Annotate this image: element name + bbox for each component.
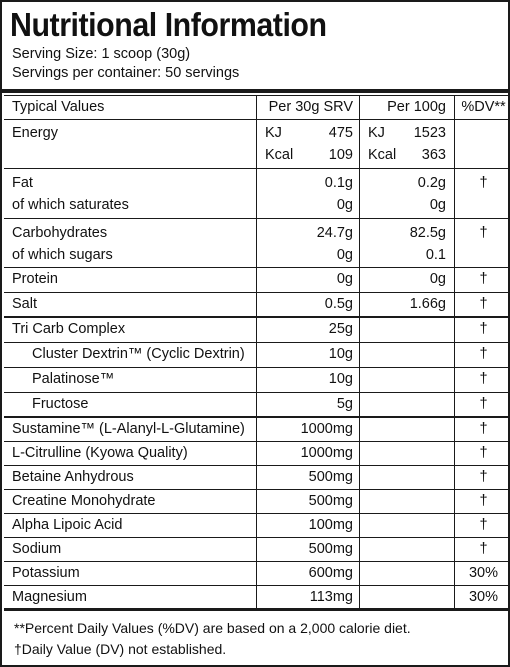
energy-kj-unit-100g: KJ [368, 125, 385, 141]
table-row-potassium [4, 562, 508, 586]
salt-dv: † [454, 293, 508, 316]
sodium-label: Sodium [12, 541, 62, 557]
protein-dv: † [454, 268, 508, 292]
betaine-serving: 500mg [256, 466, 359, 489]
servings-per-container: Servings per container: 50 servings [12, 65, 240, 81]
sugars-100g: 0.1 [425, 247, 446, 263]
energy-kcal-serving: 109 [328, 147, 353, 163]
sustamine-dv: † [454, 418, 508, 441]
protein-label: Protein [12, 271, 58, 287]
tri-carb-serving: 25g [256, 318, 359, 342]
potassium-dv: 30% [454, 562, 508, 585]
saturates-100g: 0g [429, 197, 446, 213]
cluster-dextrin-serving: 10g [256, 343, 359, 367]
table-row-cluster-dextrin [4, 343, 508, 368]
fat-dv: † [454, 169, 508, 218]
cluster-dextrin-label: Cluster Dextrin™ (Cyclic Dextrin) [32, 346, 245, 362]
cluster-dextrin-dv: † [454, 343, 508, 367]
table-row-sustamine [4, 418, 508, 442]
fructose-serving: 5g [256, 393, 359, 416]
alpha-lipoic-acid-dv: † [454, 514, 508, 537]
salt-100g: 1.66g [359, 293, 454, 316]
table-row-l-citrulline [4, 442, 508, 466]
label-title: Nutritional Information [10, 6, 327, 43]
alpha-lipoic-acid-serving: 100mg [256, 514, 359, 537]
table-row-sodium [4, 538, 508, 562]
palatinose-dv: † [454, 368, 508, 392]
potassium-label: Potassium [12, 565, 80, 581]
table-row-fructose [4, 393, 508, 418]
footnotes [14, 618, 411, 660]
fat-serving: 0.1g [324, 175, 353, 191]
header-dv: %DV** [454, 96, 508, 119]
alpha-lipoic-acid-label: Alpha Lipoic Acid [12, 517, 123, 533]
magnesium-serving: 113mg [256, 586, 359, 608]
table-row-carbohydrates [4, 219, 508, 268]
header-per-serving: Per 30g SRV [256, 96, 359, 119]
magnesium-label: Magnesium [12, 589, 87, 605]
energy-kj-100g: 1523 [413, 125, 446, 141]
sodium-dv: † [454, 538, 508, 561]
energy-kcal-unit-100g: Kcal [368, 147, 397, 163]
carbohydrates-dv: † [454, 219, 508, 267]
table-row-energy [4, 120, 508, 169]
palatinose-serving: 10g [256, 368, 359, 392]
fructose-dv: † [454, 393, 508, 416]
nutrition-table [4, 95, 508, 611]
table-row-betaine [4, 466, 508, 490]
magnesium-dv: 30% [454, 586, 508, 608]
table-row-salt [4, 293, 508, 318]
creatine-dv: † [454, 490, 508, 513]
protein-serving: 0g [256, 268, 359, 292]
carbohydrates-label: Carbohydrates [12, 225, 108, 241]
tri-carb-dv: † [454, 318, 508, 342]
table-row-magnesium [4, 586, 508, 611]
carbohydrates-serving: 24.7g [316, 225, 353, 241]
protein-100g: 0g [359, 268, 454, 292]
energy-kcal-unit: Kcal [265, 147, 294, 163]
table-row-protein [4, 268, 508, 293]
energy-kj-unit: KJ [265, 125, 282, 141]
serving-size: Serving Size: 1 scoop (30g) [12, 46, 191, 62]
saturates-serving: 0g [336, 197, 353, 213]
table-row-tri-carb [4, 318, 508, 343]
betaine-label: Betaine Anhydrous [12, 469, 134, 485]
energy-kj-serving: 475 [328, 125, 353, 141]
header-rule [2, 89, 508, 93]
fat-100g: 0.2g [417, 175, 446, 191]
salt-serving: 0.5g [256, 293, 359, 316]
table-header-row [4, 95, 508, 120]
table-row-palatinose [4, 368, 508, 393]
salt-label: Salt [12, 296, 37, 312]
carbohydrates-100g: 82.5g [409, 225, 446, 241]
saturates-label: of which saturates [12, 197, 129, 213]
header-per-100g: Per 100g [359, 96, 454, 119]
header-typical-values: Typical Values [12, 99, 105, 115]
fructose-label: Fructose [32, 396, 89, 412]
creatine-label: Creatine Monohydrate [12, 493, 156, 509]
footnote-dv-not-established: †Daily Value (DV) not established. [14, 641, 227, 657]
sodium-serving: 500mg [256, 538, 359, 561]
betaine-dv: † [454, 466, 508, 489]
table-row-fat [4, 169, 508, 219]
table-row-creatine [4, 490, 508, 514]
palatinose-label: Palatinose™ [32, 371, 115, 387]
tri-carb-label: Tri Carb Complex [12, 321, 126, 337]
energy-kcal-100g: 363 [421, 147, 446, 163]
l-citrulline-serving: 1000mg [256, 442, 359, 465]
footnote-dv-basis: **Percent Daily Values (%DV) are based on a 2,000 calorie diet. [14, 620, 411, 636]
sustamine-label: Sustamine™ (L-Alanyl-L-Glutamine) [12, 421, 245, 437]
sugars-label: of which sugars [12, 247, 113, 263]
l-citrulline-dv: † [454, 442, 508, 465]
sustamine-serving: 1000mg [256, 418, 359, 441]
potassium-serving: 600mg [256, 562, 359, 585]
table-row-alpha-lipoic-acid [4, 514, 508, 538]
l-citrulline-label: L-Citrulline (Kyowa Quality) [12, 445, 188, 461]
sugars-serving: 0g [336, 247, 353, 263]
creatine-serving: 500mg [256, 490, 359, 513]
energy-label: Energy [12, 125, 58, 141]
fat-label: Fat [12, 175, 33, 191]
